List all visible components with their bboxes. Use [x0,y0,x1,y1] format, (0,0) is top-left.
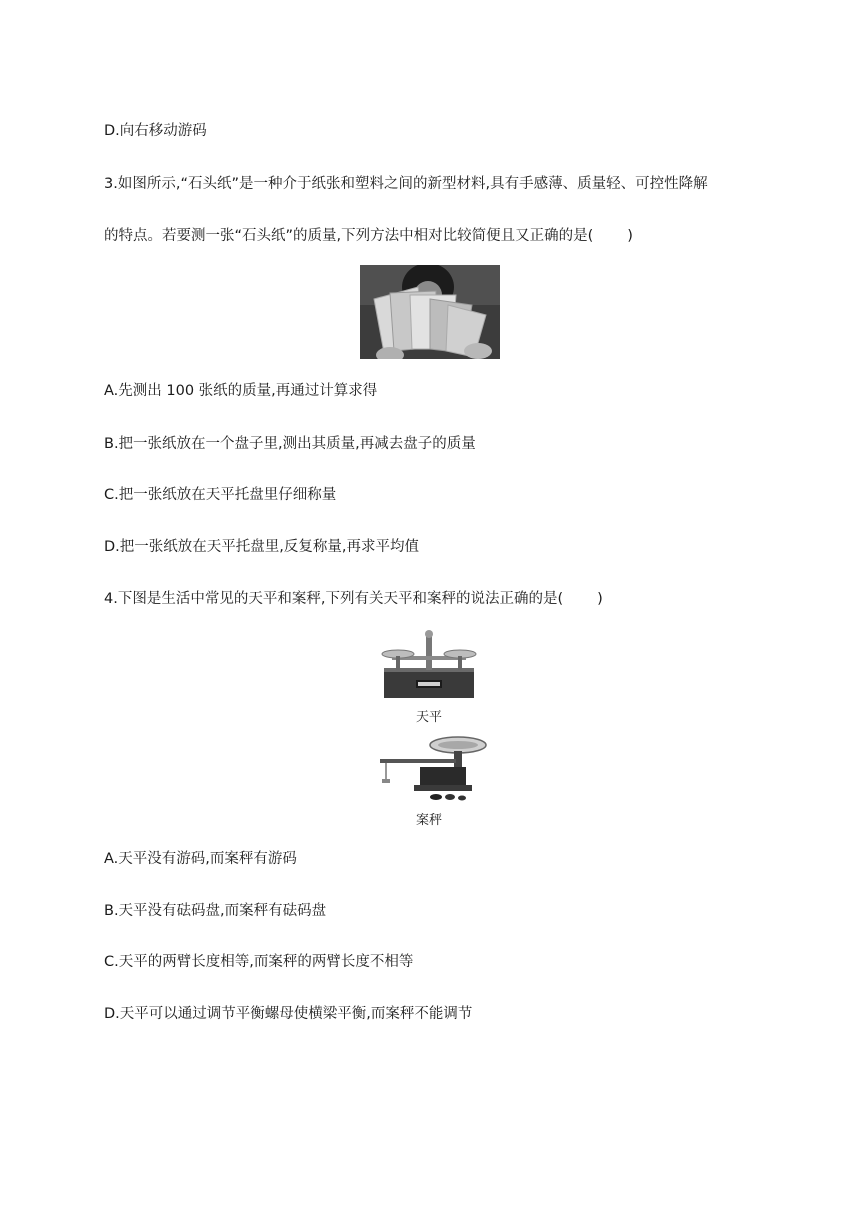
figure-caption-platform-scale: 案秤 [416,813,443,828]
q4-option-a: A.天平没有游码,而案秤有游码 [104,851,297,867]
q4-paren-close: ) [597,591,603,607]
q4-stem [104,589,603,609]
q3-option-d: D.把一张纸放在天平托盘里,反复称量,再求平均值 [104,539,419,555]
q3-stem-line1: 3.如图所示,“石头纸”是一种介于纸张和塑料之间的新型材料,具有手感薄、质量轻、可控性降解 [104,176,708,192]
q4-option-c: C.天平的两臂长度相等,而案秤的两臂长度不相等 [104,954,414,970]
q4-stem-text: 4.下图是生活中常见的天平和案秤,下列有关天平和案秤的说法正确的是( [104,591,564,607]
q3-paren-close: ) [627,228,633,244]
figure-caption-balance: 天平 [416,710,443,725]
stone-paper-photo [360,265,500,359]
q3-option-a: A.先测出 100 张纸的质量,再通过计算求得 [104,383,378,399]
balance-scale-photo [380,628,478,700]
platform-scale-photo [374,735,488,805]
q3-stem-line2 [104,226,633,246]
q4-option-b: B.天平没有砝码盘,而案秤有砝码盘 [104,903,327,919]
previous-option-d: D.向右移动游码 [104,123,207,139]
q4-option-d: D.天平可以通过调节平衡螺母使横梁平衡,而案秤不能调节 [104,1006,473,1022]
q3-option-c: C.把一张纸放在天平托盘里仔细称量 [104,487,337,503]
q3-option-b: B.把一张纸放在一个盘子里,测出其质量,再减去盘子的质量 [104,436,476,452]
q3-stem-text: 的特点。若要测一张“石头纸”的质量,下列方法中相对比较简便且又正确的是( [104,228,594,244]
